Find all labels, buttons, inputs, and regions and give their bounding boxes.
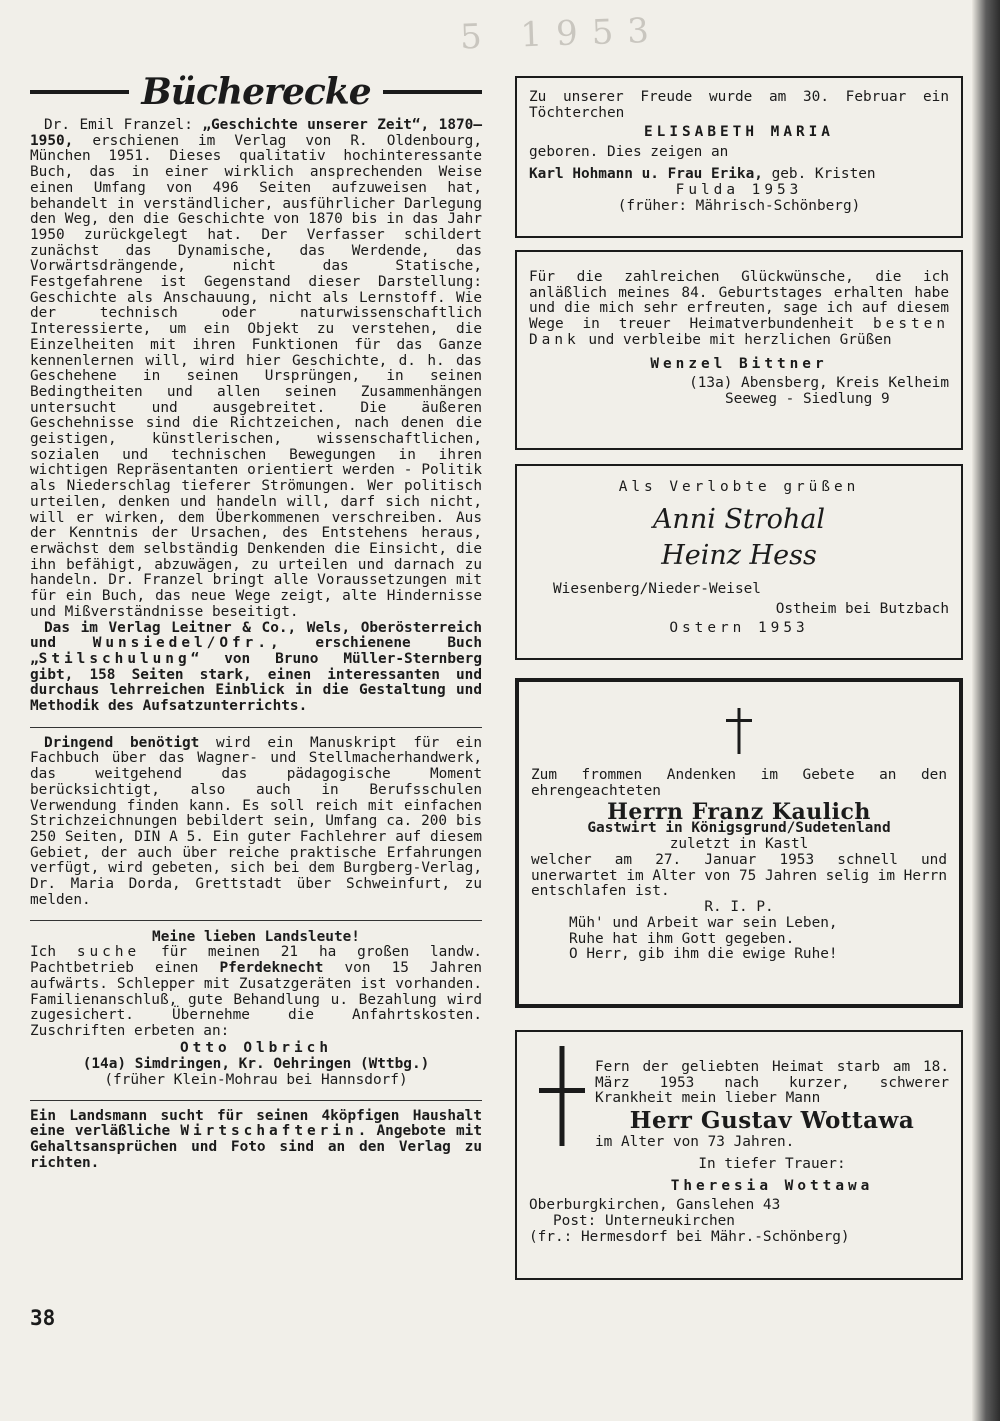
obit1-name: Herrn Franz Kaulich xyxy=(607,799,871,826)
heading-rule-right xyxy=(383,90,482,94)
obit1-last-place: zuletzt in Kastl xyxy=(669,836,809,852)
housekeeper-word: Wirtschafterin xyxy=(180,1123,358,1140)
left-column xyxy=(30,66,482,1171)
book-review-2 xyxy=(30,621,482,715)
review2-place: Wunsiedel/Ofr. xyxy=(92,635,270,652)
thanks-address1: (13a) Abensberg, Kreis Kelheim xyxy=(689,375,949,392)
page-edge-shadow xyxy=(972,0,1000,1421)
landsleute-name: Otto Olbrich xyxy=(180,1039,332,1056)
manuscript-lead: Dringend benötigt xyxy=(44,734,200,751)
obit2-mourning: In tiefer Trauer: xyxy=(698,1155,846,1172)
birth-announcement xyxy=(515,76,963,238)
cross-icon xyxy=(539,1046,585,1150)
landsleute-former: (früher Klein-Mohrau bei Hannsdorf) xyxy=(104,1071,408,1088)
obit1-verse-3: O Herr, gib ihm die ewige Ruhe! xyxy=(569,946,838,963)
obit2-widow: Theresia Wottawa xyxy=(670,1177,874,1194)
obit2-address1: Oberburgkirchen, Ganslehen 43 xyxy=(529,1197,781,1214)
thanks-name: Wenzel Bittner xyxy=(650,355,828,372)
obit2-former: (fr.: Hermesdorf bei Mähr.-Schönberg) xyxy=(529,1228,850,1245)
birth-former: (früher: Mährisch-Schönberg) xyxy=(617,197,861,214)
thanks-text-2: und verbleibe mit herzlichen Grüßen xyxy=(579,331,892,348)
obit1-text: welcher am 27. Januar 1953 schnell und unerwartet im Alter von 75 Jahren selig im Herrn entschlafen ist. xyxy=(531,851,947,900)
obit1-verse-1: Müh' und Arbeit war sein Leben, xyxy=(569,914,838,931)
section-heading xyxy=(30,66,482,118)
obit2-name: Herr Gustav Wottawa xyxy=(629,1107,915,1135)
engagement-greeting: Als Verlobte grüßen xyxy=(618,479,860,495)
landsleute-address: (14a) Simdringen, Kr. Oehringen (Wttbg.) xyxy=(82,1055,430,1072)
obituary-wottawa xyxy=(515,1030,963,1280)
engagement-place-1: Wiesenberg/Nieder-Weisel xyxy=(553,580,761,597)
landsleute-text-3: von 15 Jahren aufwärts. Schlepper mit Zusatzgeräten ist vorhanden. Familienanschluß, gute Behandlung u. Bezahlung wird zugesichert. Übernehme die Anfahrtskosten. Zuschriften erbeten an: xyxy=(30,960,482,1039)
engagement-name-1: Anni Strohal xyxy=(652,503,826,535)
thanks-text-1: Für die zahlreichen Glückwünsche, die ich anläßlich meines 84. Geburtstages erhalten habe und die mich sehr erfreuten, sage ich auf diesem Wege in treuer Heimatverbundenheit xyxy=(529,269,949,333)
housekeeper-ad xyxy=(30,1109,482,1172)
birth-city: Fulda 1953 xyxy=(675,181,803,198)
page-number: 38 xyxy=(30,1306,56,1330)
obit1-verse-2: Ruhe hat ihm Gott gegeben. xyxy=(569,930,795,947)
review2-text-2: , erschienene Buch „ xyxy=(30,635,482,667)
separator-line xyxy=(30,920,482,921)
landsleute-heading: Meine lieben Landsleute! xyxy=(152,929,360,946)
landsleute-text-1: Ich xyxy=(30,944,77,961)
engagement-date: Ostern 1953 xyxy=(669,620,809,637)
landsleute-suche: suche xyxy=(76,944,141,961)
birth-parents xyxy=(529,167,949,183)
obit2-age: im Alter von 73 Jahren. xyxy=(595,1133,795,1150)
date-stamp: 5 1953 xyxy=(459,10,664,58)
review2-title: Stilschulung xyxy=(38,650,191,667)
landsleute-ad xyxy=(30,945,482,1039)
birth-line2: geboren. Dies zeigen an xyxy=(529,144,729,161)
obit2-address2: Post: Unterneukirchen xyxy=(553,1213,735,1230)
birth-parents-names: Karl Hohmann u. Frau Erika, xyxy=(529,166,763,182)
separator-line xyxy=(30,1100,482,1101)
heading-rule-left xyxy=(30,90,129,94)
review1-body: erschienen im Verlag von R. Oldenbourg, München 1951. Dieses qualitativ hochinteressante Buch, das in einer wirklich ansprechenden Weise einen Umfang von 496 Seiten aufzuweisen hat, behandelt in verständlicher, ausführlicher Darlegung den Weg, den die Geschichte von 1870 bis in das Jahr 1950 zurückgelegt hat. Der Verfasser schildert zunächst das Dynamische, das Werdende, das Vorwärtsdrängende, nicht das Statische, Festgefahrene ist Gegenstand dieser Darstellung: Geschichte als Anschauung, nicht als Lernstoff. Wie der technisch oder naturwissenschaftlich Interessierte, um ein Objekt zu verstehen, die Einzelheiten mit ihren Funktionen für das Ganze kennenlernen will, wird hier Geschichte, d. h. das Geschehene in seinen Ursprüngen, in seinen Bedingtheiten und allen seinen Zusammenhängen untersucht und ausgebreitet. Die äußeren Geschehnisse sind die Richtzeichen, nach denen die geistigen, künstlerischen, wissenschaftlichen, sozialen und technischen Bewegungen in ihren wichtigen Repräsentanten orientiert werden - Politik als Niederschlag tieferer Strömungen. Wer politisch urteilen, denken und handeln will, darf sich nicht, will er wirken, dem Überkommenen verschreiben. Aus der Kenntnis der Ursachen, des Entstehens heraus, erwächst dem selbständig Denkenden die Einsicht, die ihn befähigt, abzuwägen, zu urteilen und darnach zu handeln. Dr. Franzel bringt alle Voraussetzungen mit für ein Buch, das neue Wege zeigt, alte Hindernisse und Mißverständnisse beseitigt. xyxy=(30,132,482,620)
obit1-title: Gastwirt in Königsgrund/Sudetenland xyxy=(587,820,891,837)
birth-parents-maiden: geb. Kristen xyxy=(762,166,876,182)
landsleute-position: Pferdeknecht xyxy=(219,960,324,977)
birth-child-name: ELISABETH MARIA xyxy=(644,124,834,141)
separator-line xyxy=(30,727,482,728)
cross-icon xyxy=(531,708,947,754)
review1-author: Dr. Emil Franzel: xyxy=(44,117,203,133)
obituary-kaulich xyxy=(515,678,963,1008)
review2-text-3: “ von Bruno Müller-Sternberg gibt, 158 Seiten stark, einen interessanten und durchaus lehrreichen Einblick in die Gestaltung und Methodik des Aufsatzunterrichts. xyxy=(30,650,482,715)
thanks-address2: Seeweg - Siedlung 9 xyxy=(725,391,890,408)
review1-book-title: „Geschichte unserer Zeit“, 1870—1950, xyxy=(30,117,483,149)
thanks-text xyxy=(529,270,949,349)
landsleute-text-2: für meinen 21 ha großen landw. Pachtbetrieb einen xyxy=(30,944,482,977)
book-review-1 xyxy=(30,118,482,621)
manuscript-body: wird ein Manuskript für ein Fachbuch über das Wagner- und Stellmacherhandwerk, das weitgehend das pädagogische Moment berücksichtigt, also auch in Berufsschulen Verwendung finden kann. Es soll reich mit einfachen Strichzeichnungen bebildert sein, Umfang ca. 200 bis 250 Seiten, DIN A 5. Ein guter Fachlehrer auf diesem Gebiet, der auch über reiche praktische Erfahrungen verfügt, wird gebeten, sich bei dem Burgberg-Verlag, Dr. Maria Dorda, Grettstadt über Schweinfurt, zu melden. xyxy=(30,734,482,908)
thanks-notice xyxy=(515,250,963,450)
birth-intro: Zu unserer Freude wurde am 30. Februar ein Töchterchen xyxy=(529,89,949,121)
housekeeper-text-2: . Angebote mit Gehaltsansprüchen und Foto sind an den Verlag zu richten. xyxy=(30,1123,482,1171)
engagement-name-2: Heinz Hess xyxy=(661,539,817,571)
engagement-place-2: Ostheim bei Butzbach xyxy=(775,600,949,617)
engagement-notice xyxy=(515,464,963,660)
housekeeper-text-1: Ein Landsmann sucht für seinen 4köpfigen Haushalt eine verläßliche xyxy=(30,1107,482,1140)
review2-text-1: Das im Verlag Leitner & Co., Wels, Oberösterreich und xyxy=(30,619,482,652)
section-title: Bücherecke xyxy=(141,71,371,113)
obit1-rip: R. I. P. xyxy=(704,898,774,915)
thanks-best: besten Dank xyxy=(529,316,949,348)
obit2-text: Fern der geliebten Heimat starb am 18. März 1953 nach kurzer, schwerer Krankheit mein lieber Mann xyxy=(595,1059,949,1107)
manuscript-ad xyxy=(30,736,482,909)
obit1-intro: Zum frommen Andenken im Gebete an den ehrengeachteten xyxy=(531,767,947,799)
